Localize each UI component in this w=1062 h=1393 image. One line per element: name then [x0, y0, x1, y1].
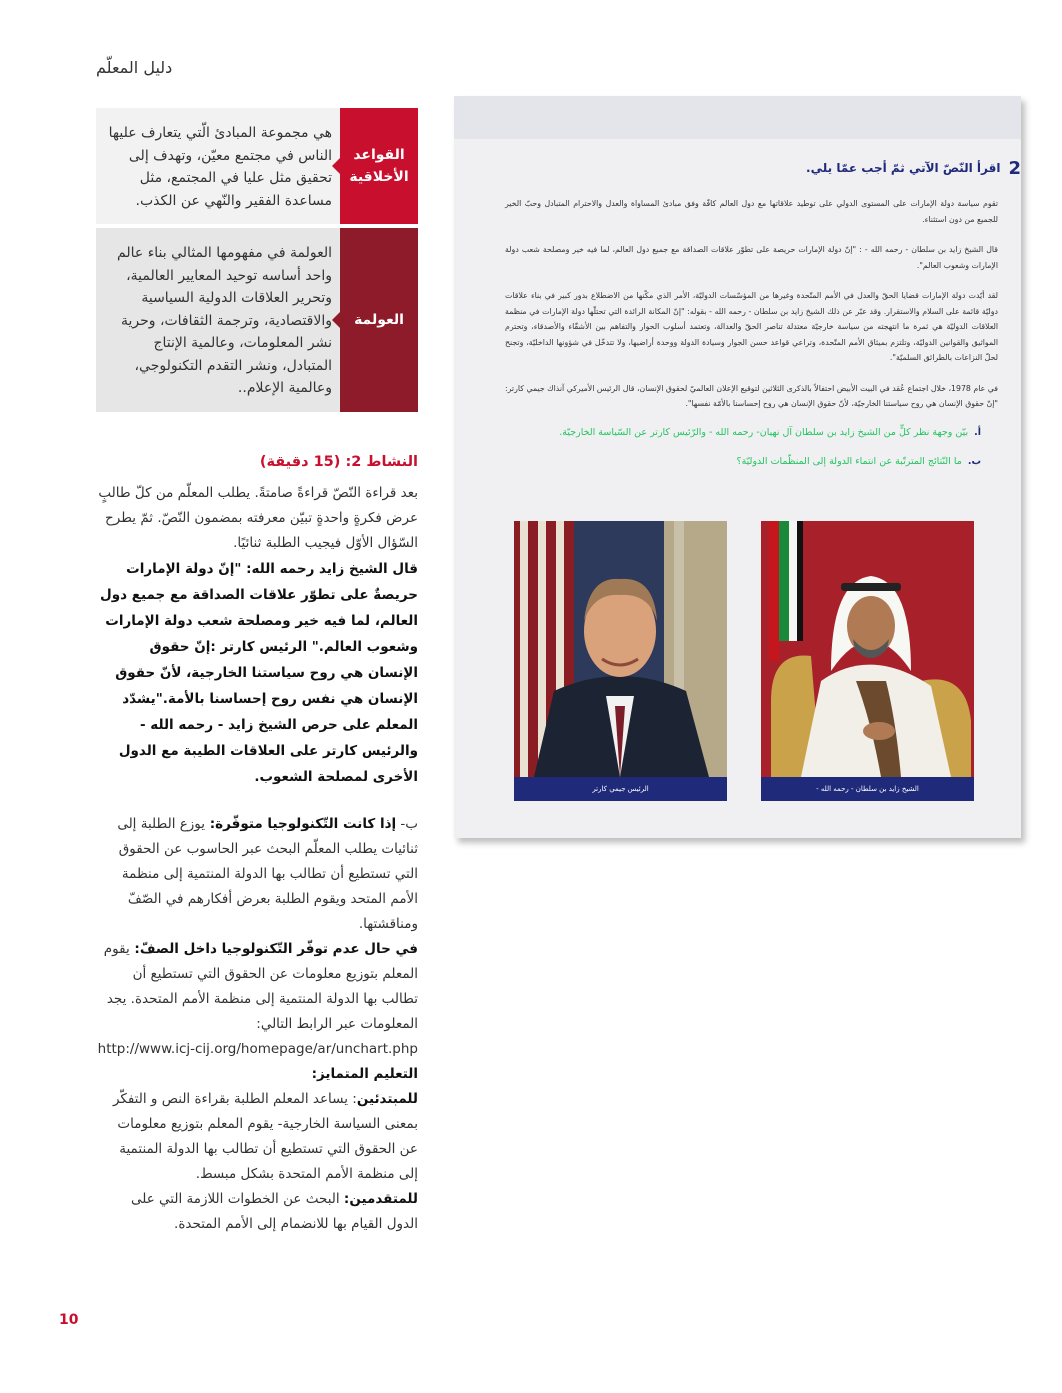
question-b — [505, 456, 981, 467]
question-title: اقرأ النّصّ الآتي ثمّ أجب عمّا يلي. — [806, 161, 1001, 175]
activity-quote: قال الشيخ زايد رحمه الله: "إنّ دولة الإمارات حريصةٌ على تطوّر علاقات الصداقة مع جميع دول العالم، لما فيه خير ومصلحة شعب دولة الإمارات وشعوب العالم." الرئيس كارتر :إنّ حقوق الإنسان هي روح سياستنا الخارجية، لأنّ حقوق الإنسان هي نفس روح إحساسنا بالأمة."يشدّد المعلم على حرص الشيخ زايد - رحمه الله - والرئيس كارتر على العلاقات الطيبة مع الدول الأخرى لمصلحة الشعوب. — [100, 561, 418, 785]
passage-paragraph: لقد أيّدت دولة الإمارات قضايا الحقّ والعدل في الأمم المتّحدة وغيرها من المؤسّسات الدوليّة، الأمر الذي مكّنها من الاضطلاع بدور كبير في بناء علاقات دوليّة قائمة على السلام والاستقرار. وقد عبّر عن ذلك الشيخ زايد بن سلطان - رحمه الله - بقوله: "إنّ المكانة الرائدة التي تحتلّها دولة الإمارات في منظمة العلاقات الدوليّة هي ثمرة ما انتهجته من سياسة خارجيّة معتدلة تناصر الحقّ والعدالة، وتعتمد أسلوب الحوار والتفاهم بين الأشقّاء والأصدقاء، وتحترم المواثيق والقوانين الدوليّة، وتلتزم بميثاق الأمم المتّحدة، وتراعي قواعد حسن الجوار وسيادة الدولة ووحدة أراضيها، ولا تتدخّل في شؤونها الداخليّة، وتجنح لحلّ النزاعات بالطرائق السلميّة". — [505, 291, 998, 362]
question-text: ما النّتائج المترتّبة عن انتماء الدولة إلى المنظّمات الدوليّة؟ — [736, 456, 962, 467]
tech-unavailable-label: في حال عدم توفّر التّكنولوجيا داخل الصفّ: — [129, 941, 418, 957]
differentiated-title: التعليم المتمايز: — [311, 1066, 418, 1082]
activity-intro: بعد قراءة النّصّ قراءةً صامتةً. يطلب المعلّم من كلّ طالبٍ عرض فكرةٍ واحدةٍ تبيّن معرفته بمضمون النّصّ. ثمّ يطرح السّؤال الأوّل فيجيب الطلبة ثنائيًا. — [98, 485, 418, 551]
beginners-text: : يساعد المعلم الطلبة بقراءة النص و التفكّر بمعنى السياسة الخارجية- يقوم المعلم بتوزيع معلومات عن الحقوق التي تستطيع أن تطالب بها الدولة المنتمية إلى منظمة الأمم المتحدة بشكل مبسط. — [112, 1091, 418, 1182]
page-number: 10 — [59, 1312, 79, 1328]
tech-unavailable-paragraph — [96, 937, 418, 1037]
carter-caption: الرئيس جيمي كارتر — [514, 777, 727, 801]
advanced-text: البحث عن الخطوات اللازمة التي على الدول القيام بها للانضمام إلى الأمم المتحدة. — [130, 1191, 418, 1232]
question-label: ب. — [967, 456, 981, 467]
question-a — [505, 427, 981, 438]
zayed-photo — [761, 521, 974, 801]
passage-paragraph: في عام 1978، خلال اجتماع عُقد في البيت الأبيض احتفالاً بالذكرى الثلاثين لتوقيع الإعلان العالميّ لحقوق الإنسان، قال الرئيس الأميركي آنذاك جيمي كارتر: "إنّ حقوق الإنسان هي روح سياستنا الخارجيّة، لأنّ حقوق الإنسان هي روح إحساسنا بالأمّة نفسها". — [505, 383, 998, 408]
panel-top-band — [454, 96, 1021, 139]
advanced-paragraph — [96, 1187, 418, 1237]
question-number: 2 — [1008, 158, 1021, 179]
passage-paragraph: قال الشيخ زايد بن سلطان - رحمه الله - : "إنّ دولة الإمارات حريصة على تطوّر علاقات الصداقة مع جميع دول العالم، لما فيه خير ومصلحة شعب دولة الإمارات وشعوب العالم". — [505, 245, 998, 270]
zayed-portrait-image — [761, 521, 974, 777]
tech-unavailable-text: يقوم المعلم بتوزيع معلومات عن الحقوق التي تستطيع أن تطالب بها الدولة المنتمية إلى منظمة الأمم المتحدة. يجد المعلومات عبر الرابط التالي: — [103, 941, 418, 1032]
page-title: دليل المعلّم — [96, 58, 173, 77]
question-label: أ. — [974, 427, 981, 438]
definitions-table — [96, 108, 418, 412]
beginners-label: للمبتدئين — [356, 1091, 418, 1107]
definition-description: هي مجموعة المبادئ الّتي يتعارف عليها الناس في مجتمع معيّن، وتهدف إلى تحقيق مثل عليا في المجتمع، مثل مساعدة الفقير والنّهي عن الكذب. — [96, 108, 340, 224]
definition-term: القواعد الأخلاقية — [340, 108, 418, 224]
activity-section — [96, 450, 418, 1237]
carter-photo — [514, 521, 727, 801]
definition-row — [96, 228, 418, 412]
tech-available-label: إذا كانت التّكنولوجيا متوفّرة: — [205, 816, 397, 832]
definition-description: العولمة في مفهومها المثالي بناء عالم واحد أساسه توحيد المعايير العالمية، وتحرير العلاقات الدولية السياسية والاقتصادية، وترجمة الثقافات، وحرية نشر المعلومات، وعالمية الإنتاج المتبادل، ونشر التقدم التكنولوجي، وعالمية الإعلام.. — [96, 228, 340, 412]
paragraph-prefix: ب- — [396, 816, 418, 832]
passage-paragraph: تقوم سياسة دولة الإمارات على المستوى الدولي على توطيد علاقاتها مع دول العالم كافّة وفق مبادئ المساواة والعدل والاحترام المتبادل وحبّ الخير للجميع من دون استثناء. — [505, 199, 998, 224]
definition-row — [96, 108, 418, 224]
question-heading — [806, 158, 1021, 179]
question-text: بيّن وجهة نظر كلٍّ من الشيخ زايد بن سلطان آل نهيان- رحمه الله - والرّئيس كارتر عن السّياسة الخارجيّة. — [559, 427, 969, 438]
carter-portrait-image — [514, 521, 727, 777]
definition-term: العولمة — [340, 228, 418, 412]
reference-link[interactable]: http://www.icj-cij.org/homepage/ar/unchart.php — [97, 1041, 418, 1057]
tech-available-paragraph — [96, 812, 418, 937]
beginners-paragraph — [96, 1087, 418, 1187]
reading-passage — [505, 196, 998, 427]
tech-available-text: يوزع الطلبة إلى ثنائيات يطلب المعلّم البحث عبر الحاسوب عن الحقوق التي تستطيع أن تطالب بها الدولة المنتمية إلى منظمة الأمم المتحد ويقوم الطلبة بعرض أفكارهم في الصّفّ ومناقشتها. — [117, 816, 418, 932]
activity-title: النشاط 2: (15 دقيقة) — [259, 454, 418, 470]
advanced-label: للمتقدمين: — [343, 1191, 418, 1207]
zayed-caption: الشيخ زايد بن سلطان - رحمه الله - — [761, 777, 974, 801]
